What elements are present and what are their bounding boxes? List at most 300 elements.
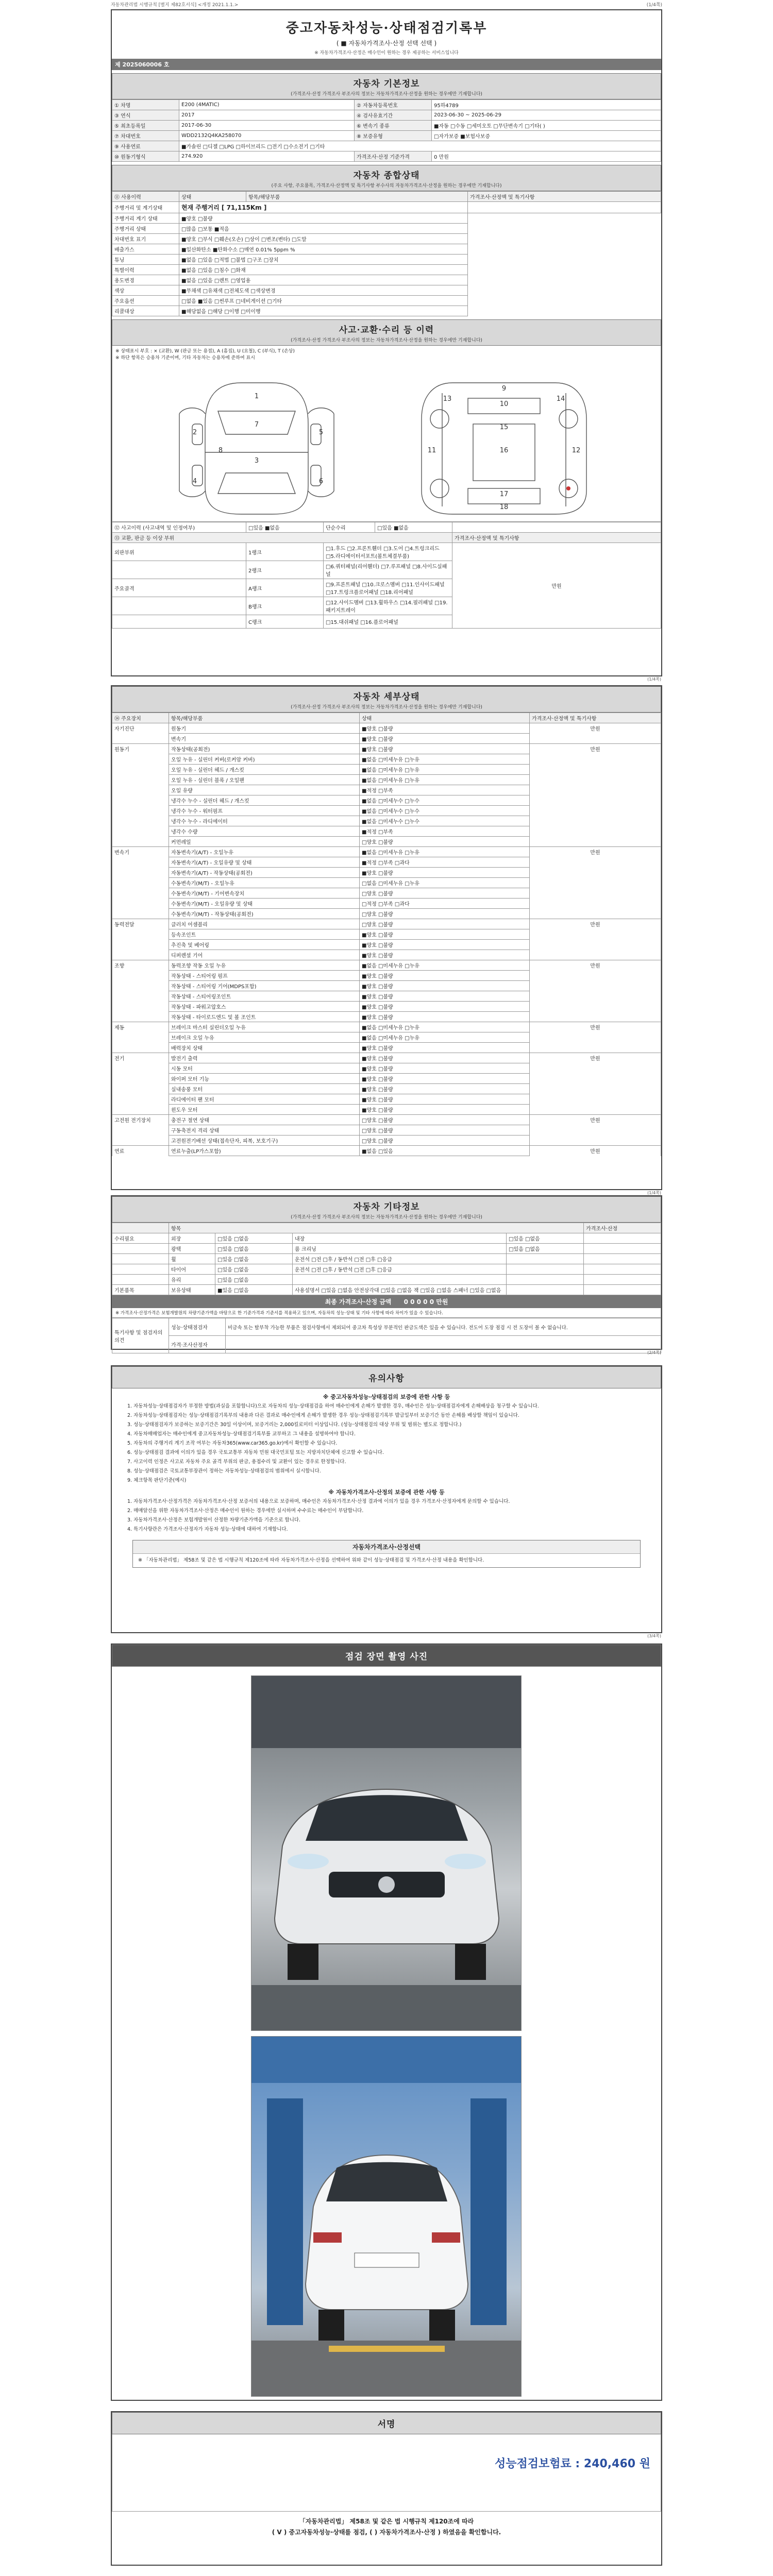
caution-h1: ※ 중고자동차성능·상태점검의 보증에 관한 사항 등: [323, 1394, 450, 1400]
caution-header: [112, 1366, 661, 1388]
summary-col-price: 가격조사·산정액 및 특기사항: [468, 192, 661, 202]
summary-price-cell: [468, 202, 661, 213]
other-value: □있음 □없음: [215, 1264, 293, 1275]
detail-system: [112, 1136, 169, 1146]
detail-price: [530, 806, 661, 816]
detail-row: [112, 1063, 661, 1074]
caution-item: 4. 자동차매매업자는 매수인에게 중고자동차성능·상태점검기록부를 교부하고 그 내용을 설명하여야 합니다.: [127, 1431, 356, 1437]
basic-label: ⑦ 차대번호: [112, 131, 179, 141]
form-law-ref: 자동차관리법 시행규칙 [별지 제82호서식] <개정 2021.1.1.>: [111, 3, 239, 8]
photos-title: 점검 장면 촬영 사진: [345, 1652, 428, 1662]
detail-state: ■양호 □불량: [360, 1063, 530, 1074]
detail-price: [530, 857, 661, 868]
detail-row: [112, 837, 661, 847]
car-part-label: 8: [218, 447, 223, 454]
detail-row: [112, 1105, 661, 1115]
other-value: □있음 □없음: [215, 1275, 293, 1285]
accident-price: 만원: [452, 543, 661, 629]
other-value-2: □있음 □없음: [507, 1233, 584, 1244]
form-header-line: [111, 1, 662, 8]
caution-item: 2. 매매알선을 위한 자동차가격조사·산정은 매수인이 원하는 경우에만 실시하며 수수료는 매수인이 부담합니다.: [127, 1508, 364, 1514]
other-price: [584, 1264, 661, 1275]
other-key-2: 운전석 □전 □후 / 동반석 □전 □후 □응급: [293, 1264, 507, 1275]
detail-state: ■양호 □불량: [360, 1074, 530, 1084]
detail-system: [112, 868, 169, 878]
detail-state: ■없음 □미세누수 □누수: [360, 816, 530, 826]
special-table: [112, 1318, 661, 1353]
detail-system: [112, 1032, 169, 1043]
accident-legend: ※ 상태표시 부호 : × (교환), W (판금 또는 용접), A (흠집), U (요철), C (부식), T (손상): [115, 349, 295, 354]
caution-item: 6. 성능·상태점검 결과에 이의가 있을 경우 국토교통부 자동차 민원 대국민포털 또는 지방자치단체에 신고할 수 있습니다.: [127, 1450, 384, 1455]
detail-system: 전기: [112, 1053, 169, 1063]
detail-system: [112, 991, 169, 1002]
car-part-label: 7: [254, 421, 259, 429]
detail-state: ■적정 □부족: [360, 785, 530, 795]
detail-state: □양호 □불량: [360, 919, 530, 929]
doc-subtitle: ( ■ 자동차가격조사·산정 선택 선택 ): [336, 40, 437, 47]
detail-system: [112, 754, 169, 765]
detail-part: 원동기: [169, 723, 360, 734]
detail-row: [112, 1136, 661, 1146]
accident-group: [112, 597, 246, 615]
car-outer-view: [179, 383, 334, 514]
detail-system: [112, 816, 169, 826]
signature-block: [111, 2411, 662, 2566]
detail-price: 만원: [530, 960, 661, 971]
summary-row: [112, 275, 661, 285]
other-value: ■있음 □없음: [215, 1285, 293, 1295]
summary-options: ■없음 □있음 □침수 □화재: [179, 265, 468, 275]
accident-note: ※ 하단 항목은 승용차 기준이며, 기타 자동차는 승용차에 준하여 표시: [115, 355, 255, 361]
detail-row: [112, 1012, 661, 1022]
other-row: [112, 1233, 661, 1244]
other-row: [112, 1264, 661, 1275]
detail-row: [112, 723, 661, 734]
detail-row: [112, 981, 661, 991]
detail-price: [530, 837, 661, 847]
accident-items: □12.사이드멤버 □13.휠하우스 □14.필러패널 □19.패키지트레이: [324, 597, 452, 615]
caution-item: 1. 자동차성능·상태점검자가 부정한 방법(과실을 포함합니다)으로 자동차의 성능·상태점검을 하여 매수인에게 손해가 발생한 경우, 매수인은 성능·상태점검자에게 손해배상을 청구할 수 있습니다.: [127, 1403, 539, 1409]
detail-part: 실내송풍 모터: [169, 1084, 360, 1094]
other-table: [112, 1223, 661, 1295]
accident-items: □6.쿼터패널(리어휀더) □7.루프패널 □8.사이드실패널: [324, 561, 452, 579]
selection-title: 자동차가격조사·산정선택: [133, 1540, 640, 1554]
car-part-label: 18: [499, 503, 509, 511]
law-line-2: ( V ) 중고자동차성능·상태를 점검, ( ) 자동차가격조사·산정 ) 하였음을 확인합니다.: [272, 2529, 501, 2536]
detail-price: [530, 950, 661, 960]
car-part-label: 16: [499, 447, 509, 454]
detail-state: □양호 □불량: [360, 1115, 530, 1125]
simple-repair-label: 단순수리: [324, 522, 375, 533]
detail-system: [112, 785, 169, 795]
detail-price: [530, 909, 661, 919]
detail-col-price: 가격조사·산정액 및 특기사항: [530, 713, 661, 723]
detail-part: 연료누출(LP가스포함): [169, 1146, 360, 1156]
basic-value: 2017: [179, 110, 355, 121]
detail-price: [530, 899, 661, 909]
detail-row: [112, 1053, 661, 1063]
other-price: [584, 1275, 661, 1285]
detail-part: 윈도우 모터: [169, 1105, 360, 1115]
detail-row: [112, 909, 661, 919]
basic-label-2: ④ 검사유효기간: [355, 110, 432, 121]
detail-state: □없음 □미세누유 □누유: [360, 878, 530, 888]
accident-rank: 2랭크: [246, 561, 324, 579]
basic-label: ③ 연식: [112, 110, 179, 121]
detail-system: [112, 1074, 169, 1084]
detail-system: 자기진단: [112, 723, 169, 734]
detail-state: ■양호 □불량: [360, 1094, 530, 1105]
other-value-2: [507, 1254, 584, 1264]
detail-system: 변속기: [112, 847, 169, 857]
summary-header: [112, 165, 661, 191]
photos-header: [112, 1645, 661, 1667]
other-group: [112, 1264, 169, 1275]
detail-row: [112, 1125, 661, 1136]
detail-row: [112, 960, 661, 971]
basic-row: [112, 151, 661, 162]
detail-part: 작동상태 - 스티어링 기어(MDPS포함): [169, 981, 360, 991]
summary-key: 리콜대상: [112, 306, 179, 316]
detail-state: ■없음 □미세누유 □누유: [360, 1022, 530, 1032]
basic-value-2: 95하4789: [432, 100, 661, 110]
detail-system: 연료: [112, 1146, 169, 1156]
detail-state: ■양호 □불량: [360, 734, 530, 744]
summary-key: 차대번호 표기: [112, 234, 179, 244]
detail-part: 자동변속기(A/T) - 작동상태(공회전): [169, 868, 360, 878]
detail-row: [112, 775, 661, 785]
summary-key: 용도변경: [112, 275, 179, 285]
accident-parts-head: ⑬ 교환, 판금 등 이상 부위: [112, 533, 452, 543]
accident-rank: B랭크: [246, 597, 324, 615]
basic-info-table: [112, 99, 661, 162]
detail-price: [530, 1136, 661, 1146]
detail-part: 작동상태 - 타이로드엔드 및 볼 조인트: [169, 1012, 360, 1022]
detail-col-system: ⑭ 주요장치: [112, 713, 169, 723]
detail-part: 자동변속기(A/T) - 오일유량 및 상태: [169, 857, 360, 868]
detail-price: [530, 1125, 661, 1136]
car-diagram-area: [112, 362, 661, 522]
insurance-fee: 성능점검보험료 : 240,460 원: [495, 2458, 650, 2470]
summary-row: [112, 306, 661, 316]
basic-info-subtitle: (가격조사·산정 가격조사 부조사의 정보는 자동차가격조사·산정을 원하는 경우에만 기재합니다): [291, 92, 482, 97]
detail-state: ■양호 □불량: [360, 991, 530, 1002]
other-row: [112, 1285, 661, 1295]
detail-price: 만원: [530, 723, 661, 734]
summary-row: [112, 285, 661, 296]
detail-part: 커먼레일: [169, 837, 360, 847]
basic-value: E200 (4MATIC): [179, 100, 355, 110]
detail-part: 충전구 절연 상태: [169, 1115, 360, 1125]
other-group: [112, 1254, 169, 1264]
basic-row: [112, 110, 661, 121]
detail-state: ■양호 □불량: [360, 1105, 530, 1115]
detail-state: ■양호 □불량: [360, 1012, 530, 1022]
detail-price: [530, 868, 661, 878]
other-col-price: 가격조사·산정: [584, 1223, 661, 1233]
summary-options: ■일산화탄소 ■탄화수소 □매연 0.01% 5ppm %: [179, 244, 468, 255]
signature-area: [112, 2434, 661, 2512]
accident-group: [112, 615, 246, 629]
detail-state: □양호 □불량: [360, 909, 530, 919]
caution-item: 5. 자동차의 주행거리 계기 조작 여부는 자동차365(www.car365.go.kr)에서 확인할 수 있습니다.: [127, 1440, 338, 1446]
other-value: □있음 □없음: [215, 1244, 293, 1254]
doc-notice: ※ 자동차가격조사·산정은 매수인이 원하는 경우 제공하는 서비스입니다: [314, 50, 459, 56]
other-key: 타이어: [169, 1264, 215, 1275]
summary-key: 색상: [112, 285, 179, 296]
detail-system: [112, 981, 169, 991]
detail-system: [112, 734, 169, 744]
detail-part: 수동변속기(M/T) - 오일누유: [169, 878, 360, 888]
detail-price: 만원: [530, 1022, 661, 1032]
form-page-count: (1/4쪽): [646, 3, 662, 8]
detail-system: [112, 888, 169, 899]
page-4: [111, 1643, 662, 2401]
accident-history-value: □있음 ■없음: [246, 522, 324, 533]
special-label: 특기사항 및 점검자의 의견: [112, 1318, 169, 1353]
page-2: [111, 685, 662, 1195]
detail-part: 시동 모터: [169, 1063, 360, 1074]
detail-price: [530, 878, 661, 888]
accident-group: 주요골격: [112, 579, 246, 597]
accident-rank: C랭크: [246, 615, 324, 629]
caution-item: 9. 체크항목 판단기준(예시): [127, 1478, 187, 1483]
detail-part: 와이퍼 모터 기능: [169, 1074, 360, 1084]
detail-part: 작동상태 - 스티어링조인트: [169, 991, 360, 1002]
caution-item: 7. 사고이력 인정은 사고로 자동차 주요 골격 부위의 판금, 용접수리 및 교환이 있는 경우로 한정합니다.: [127, 1459, 346, 1465]
car-part-label: 2: [192, 429, 197, 436]
detail-row: [112, 1146, 661, 1156]
detail-state: □양호 □불량: [360, 837, 530, 847]
detail-price: [530, 816, 661, 826]
accident-items: □9.프론트패널 □10.크로스멤버 □11.인사이드패널 □17.트렁크플로어패널 □18.리어패널: [324, 579, 452, 597]
summary-options: ■해당없음 □해당 □이행 □미이행: [179, 306, 468, 316]
detail-state: ■없음 □미세누유 □누유: [360, 775, 530, 785]
other-col-group: [112, 1223, 169, 1233]
accident-row: [112, 543, 661, 561]
detail-part: 자동변속기(A/T) - 오일누유: [169, 847, 360, 857]
detail-price: 만원: [530, 919, 661, 929]
detail-state: ■없음 □있음: [360, 1146, 530, 1156]
detail-row: [112, 857, 661, 868]
page-2-number: (1/4쪽): [647, 1191, 661, 1195]
detail-row: [112, 744, 661, 754]
special-inspector-text: 비금속 또는 탈부착 가능한 부품은 점검사항에서 제외되어 중고차 특성상 부분적인 판금도색은 있을 수 있습니다. 전도어 도장 점검 시 전 도장이 볼 수 없습니다.: [226, 1318, 661, 1336]
detail-state: ■양호 □불량: [360, 723, 530, 734]
detail-price: [530, 981, 661, 991]
car-part-label: 1: [254, 393, 259, 400]
caution-item: 3. 자동차가격조사·산정은 보험개발원이 산정한 차량기준가액을 기준으로 합니다.: [127, 1517, 301, 1523]
detail-state: ■양호 □불량: [360, 868, 530, 878]
detail-part: 냉각수 수량: [169, 826, 360, 837]
other-key: 휠: [169, 1254, 215, 1264]
caution-item: 3. 성능·상태점검자가 보증하는 보증기간은 30일 이상이며, 보증거리는 2,000킬로미터 이상입니다. (성능·상태점검의 대상 부위 및 범위는 별도로 정합니다.): [127, 1422, 462, 1428]
caution-item: 1. 자동차가격조사·산정가격은 자동차가격조사·산정 보증서의 내용으로 보증하며, 매수인은 자동차가격조사·산정 결과에 이의가 있을 경우 가격조사·산정자에게 문의할 수 있습니다.: [127, 1499, 510, 1504]
basic-row: [112, 141, 661, 151]
page-1: [111, 9, 662, 682]
law-line-1: 「자동차관리법」 제58조 및 같은 법 시행규칙 제120조에 따라: [299, 2518, 474, 2525]
detail-price: [530, 1032, 661, 1043]
detail-system: [112, 899, 169, 909]
detail-part: 작동상태 - 스티어링 펌프: [169, 971, 360, 981]
detail-part: 라디에이터 팬 모터: [169, 1094, 360, 1105]
car-part-label: 12: [572, 447, 581, 454]
record-number: 제 2025060006 호: [112, 59, 661, 70]
detail-price: [530, 826, 661, 837]
detail-part: 오일 누유 - 실린더 블록 / 오일팬: [169, 775, 360, 785]
accident-legend-block: [112, 346, 661, 362]
detail-system: [112, 940, 169, 950]
other-row: [112, 1244, 661, 1254]
summary-title: 자동차 종합상태: [353, 171, 420, 181]
summary-options: ■무채색 □유채색 □전체도색 □색상변경: [179, 285, 468, 296]
detail-system: [112, 775, 169, 785]
summary-row: [112, 234, 661, 244]
summary-options: □많음 □보통 ■적음: [179, 224, 468, 234]
accident-items: □15.대쉬패널 □16.플로어패널: [324, 615, 452, 629]
accident-title: 사고·교환·수리 등 이력: [339, 325, 434, 335]
signature-header: [112, 2412, 661, 2434]
special-inspector-label: 성능·상태점검자: [169, 1318, 226, 1336]
detail-state: ■적정 □부족 □과다: [360, 857, 530, 868]
detail-price: [530, 940, 661, 950]
selection-text: ※ 「자동차관리법」 제58조 및 같은 법 시행규칙 제120조에 따라 자동차가격조사·산정을 선택하여 위와 같이 성능·상태점검 및 가격조사·산정 내용을 확인합니다.: [138, 1557, 484, 1563]
detail-state: ■양호 □불량: [360, 1084, 530, 1094]
detail-row: [112, 1043, 661, 1053]
other-key: 광택: [169, 1244, 215, 1254]
detail-part: 냉각수 누수 - 실린더 헤드 / 개스킷: [169, 795, 360, 806]
detail-row: [112, 971, 661, 981]
detail-part: 동력조향 작동 오일 누유: [169, 960, 360, 971]
detail-part: 디퍼렌셜 기어: [169, 950, 360, 960]
inspection-photo-rear: [251, 2036, 522, 2397]
doc-title-block: [112, 10, 661, 59]
detail-state: ■없음 □미세누유 □누유: [360, 1032, 530, 1043]
final-price-label: 최종 가격조사·산정 금액: [325, 1298, 392, 1306]
detail-system: [112, 1002, 169, 1012]
detail-row: [112, 795, 661, 806]
detail-row: [112, 888, 661, 899]
summary-options: ■양호 □부식 □훼손(오손) □상이 □변조(변타) □도말: [179, 234, 468, 244]
basic-label-2: ⑧ 보증유형: [355, 131, 432, 141]
basic-label: ① 차명: [112, 100, 179, 110]
other-price: [584, 1233, 661, 1244]
summary-row: [112, 213, 661, 224]
other-price: [584, 1244, 661, 1254]
detail-system: 제동: [112, 1022, 169, 1032]
mileage-value: 현재 주행거리 [ 71,115Km ]: [179, 202, 468, 213]
detail-price: [530, 795, 661, 806]
mileage-label: 주행거리 및 계기상태: [112, 202, 179, 213]
basic-value-2: ■자동 □수동 □세미오토 □무단변속기 □기타( ): [432, 121, 661, 131]
detail-part: 고전원전기배선 상태(접속단자, 피복, 보호기구): [169, 1136, 360, 1146]
detail-part: 발전기 출력: [169, 1053, 360, 1063]
detail-system: [112, 826, 169, 837]
detail-price: [530, 1002, 661, 1012]
car-photo-rear-illustration: [251, 2037, 522, 2397]
caution-item: 4. 특기사항란은 가격조사·산정자가 자동차 성능·상태에 대하여 기재합니다.: [127, 1527, 288, 1532]
summary-options: ■없음 □있음 □렌트 □영업용: [179, 275, 468, 285]
detail-price: [530, 1063, 661, 1074]
detail-price: 만원: [530, 1115, 661, 1125]
page-2b-number: (2/4쪽): [647, 1350, 661, 1355]
detail-system: [112, 1084, 169, 1094]
detail-price: [530, 1084, 661, 1094]
detail-row: [112, 785, 661, 795]
basic-row: [112, 131, 661, 141]
car-part-label: 14: [556, 395, 565, 403]
basic-label: ⑤ 최초등록일: [112, 121, 179, 131]
detail-state: ■없음 □미세누유 □누유: [360, 765, 530, 775]
detail-part: 브레이크 오일 누유: [169, 1032, 360, 1043]
detail-subtitle: (가격조사·산정 가격조사 부조사의 정보는 자동차가격조사·산정을 원하는 경우에만 기재합니다): [291, 705, 482, 710]
detail-row: [112, 950, 661, 960]
basic-value-2: 2023-06-30 ~ 2025-06-29: [432, 110, 661, 121]
detail-row: [112, 847, 661, 857]
special-appraiser-text: [226, 1336, 661, 1353]
detail-part: 등속조인트: [169, 929, 360, 940]
detail-price: 만원: [530, 744, 661, 754]
detail-row: [112, 940, 661, 950]
detail-system: 조향: [112, 960, 169, 971]
detail-state: ■양호 □불량: [360, 981, 530, 991]
detail-system: [112, 1105, 169, 1115]
summary-row: [112, 244, 661, 255]
basic-row: [112, 121, 661, 131]
detail-system: [112, 909, 169, 919]
accident-items: □1.후드 □2.프론트휀더 □3.도어 □4.트렁크리드 □5.라디에이터서포트(볼트체결부품): [324, 543, 452, 561]
accident-price-head: 가격조사·산정액 및 특기사항: [452, 533, 661, 543]
other-group: [112, 1275, 169, 1285]
other-price: [584, 1254, 661, 1264]
final-price-bar: [112, 1295, 661, 1308]
detail-price: [530, 1074, 661, 1084]
basic-info-header: [112, 73, 661, 99]
other-group: 기본품목: [112, 1285, 169, 1295]
detail-part: 수동변속기(M/T) - 기어변속장치: [169, 888, 360, 899]
detail-price: [530, 1043, 661, 1053]
detail-state: □양호 □불량: [360, 1136, 530, 1146]
summary-col-use: ⑪ 사용이력: [112, 192, 179, 202]
detail-row: [112, 1115, 661, 1125]
detail-state: ■양호 □불량: [360, 1002, 530, 1012]
summary-col-item: 항목/해당부품: [246, 192, 468, 202]
detail-part: 오일 누유 - 실린더 헤드 / 개스킷: [169, 765, 360, 775]
detail-part: 냉각수 누수 - 워터펌프: [169, 806, 360, 816]
detail-system: [112, 1012, 169, 1022]
detail-row: [112, 1094, 661, 1105]
other-group: 수리필요: [112, 1233, 169, 1244]
detail-row: [112, 919, 661, 929]
detail-system: [112, 950, 169, 960]
basic-label: ⑨ 사용연료: [112, 141, 179, 151]
summary-key: 주요옵션: [112, 296, 179, 306]
detail-price: 만원: [530, 1053, 661, 1063]
summary-row: [112, 296, 661, 306]
detail-price: [530, 991, 661, 1002]
detail-row: [112, 806, 661, 816]
detail-part: 추진축 및 베어링: [169, 940, 360, 950]
detail-state: ■양호 □불량: [360, 929, 530, 940]
basic-label-2: 가격조사·산정 기준가격: [355, 151, 432, 162]
detail-system: 동력전달: [112, 919, 169, 929]
summary-options: ■양호 □불량: [179, 213, 468, 224]
detail-row: [112, 816, 661, 826]
summary-key: 튜닝: [112, 255, 179, 265]
detail-row: [112, 1084, 661, 1094]
detail-part: 클러치 어셈블리: [169, 919, 360, 929]
accident-group: [112, 561, 246, 579]
